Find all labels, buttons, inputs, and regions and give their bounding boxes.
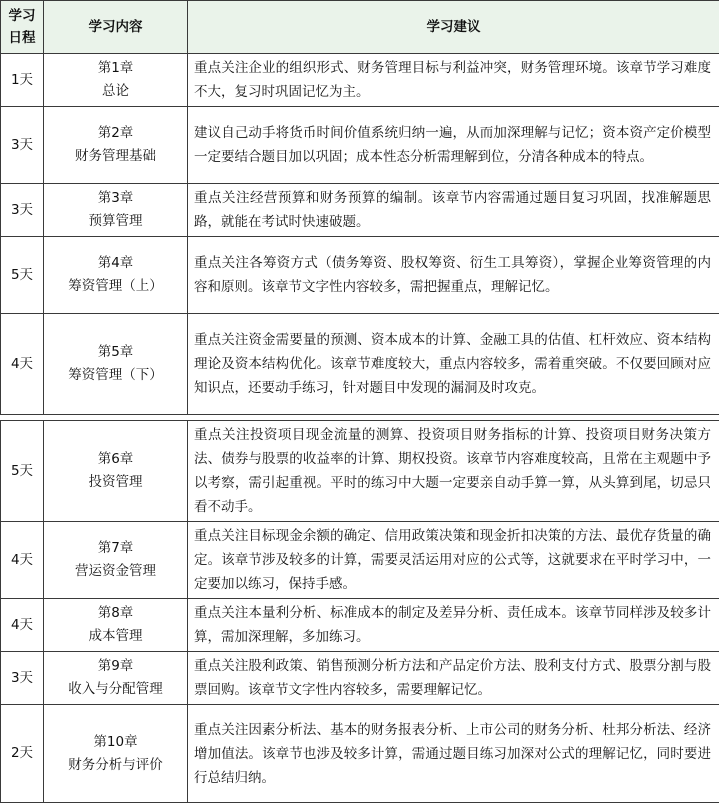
row-chapter [44, 54, 188, 107]
table-row [1, 54, 719, 107]
chapter-title: 筹资管理（上） [68, 278, 163, 294]
row-chapter [44, 599, 188, 652]
table-row [1, 522, 719, 599]
chapter-title: 收入与分配管理 [68, 681, 163, 697]
chapter-number: 第5章 [98, 344, 134, 360]
chapter-title: 总论 [102, 83, 129, 99]
row-advice: 建议自己动手将货币时间价值系统归纳一遍，从而加深理解与记忆；资本资产定价模型一定要结合题目加以巩固；成本性态分析需理解到位，分清各种成本的特点。 [188, 107, 719, 184]
chapter-title: 投资管理 [89, 474, 143, 490]
study-plan-table-part2 [0, 420, 719, 803]
table-row [1, 184, 719, 237]
row-days: 3天 [1, 184, 44, 237]
row-chapter [44, 652, 188, 705]
chapter-number: 第4章 [98, 255, 134, 271]
header-schedule [1, 1, 44, 54]
header-content: 学习内容 [44, 1, 188, 54]
chapter-number: 第2章 [98, 125, 134, 141]
table-row [1, 107, 719, 184]
row-advice: 重点关注股利政策、销售预测分析方法和产品定价方法、股利支付方式、股票分割与股票回购。该章节文字性内容较多，需要理解记忆。 [188, 652, 719, 705]
chapter-title: 预算管理 [89, 213, 143, 229]
table-row [1, 599, 719, 652]
chapter-title: 筹资管理（下） [68, 367, 163, 383]
chapter-number: 第1章 [98, 60, 134, 76]
row-days: 5天 [1, 421, 44, 522]
row-chapter [44, 705, 188, 803]
row-advice: 重点关注各筹资方式（债务筹资、股权筹资、衍生工具筹资），掌握企业筹资管理的内容和原则。该章节文字性内容较多，需把握重点，理解记忆。 [188, 237, 719, 314]
row-days: 4天 [1, 599, 44, 652]
row-advice: 重点关注资金需要量的预测、资本成本的计算、金融工具的估值、杠杆效应、资本结构理论及资本结构优化。该章节难度较大，重点内容较多，需着重突破。不仅要回顾对应知识点，还要动手练习，针对题目中发现的漏洞及时攻克。 [188, 314, 719, 415]
chapter-title: 营运资金管理 [75, 563, 156, 579]
chapter-title: 财务管理基础 [75, 148, 156, 164]
row-advice: 重点关注经营预算和财务预算的编制。该章节内容需通过题目复习巩固，找准解题思路，就能在考试时快速破题。 [188, 184, 719, 237]
table-row [1, 421, 719, 522]
chapter-number: 第8章 [98, 605, 134, 621]
chapter-number: 第9章 [98, 658, 134, 674]
header-schedule-line2: 日程 [9, 30, 36, 46]
row-days: 3天 [1, 652, 44, 705]
chapter-number: 第7章 [98, 540, 134, 556]
table-row [1, 705, 719, 803]
row-advice: 重点关注目标现金余额的确定、信用政策决策和现金折扣决策的方法、最优存货量的确定。该章节涉及较多的计算，需要灵活运用对应的公式等，这就要求在平时学习中，一定要加以练习，保持手感。 [188, 522, 719, 599]
row-chapter [44, 237, 188, 314]
chapter-number: 第3章 [98, 190, 134, 206]
row-days: 4天 [1, 522, 44, 599]
row-days: 1天 [1, 54, 44, 107]
chapter-number: 第10章 [93, 734, 137, 750]
row-days: 2天 [1, 705, 44, 803]
row-advice: 重点关注企业的组织形式、财务管理目标与利益冲突，财务管理环境。该章节学习难度不大，复习时巩固记忆为主。 [188, 54, 719, 107]
row-advice: 重点关注本量利分析、标准成本的制定及差异分析、责任成本。该章节同样涉及较多计算，需加深理解，多加练习。 [188, 599, 719, 652]
row-advice: 重点关注因素分析法、基本的财务报表分析、上市公司的财务分析、杜邦分析法、经济增加值法。该章节也涉及较多计算，需通过题目练习加深对公式的理解记忆，同时要进行总结归纳。 [188, 705, 719, 803]
row-chapter [44, 184, 188, 237]
header-schedule-line1: 学习 [9, 8, 36, 24]
chapter-title: 财务分析与评价 [68, 757, 163, 773]
table-row [1, 237, 719, 314]
chapter-title: 成本管理 [89, 628, 143, 644]
row-chapter [44, 314, 188, 415]
row-chapter [44, 107, 188, 184]
row-days: 3天 [1, 107, 44, 184]
table-row [1, 652, 719, 705]
row-days: 5天 [1, 237, 44, 314]
row-chapter [44, 421, 188, 522]
chapter-number: 第6章 [98, 451, 134, 467]
table-row [1, 314, 719, 415]
table-header-row [1, 1, 719, 54]
row-advice: 重点关注投资项目现金流量的测算、投资项目财务指标的计算、投资项目财务决策方法、债券与股票的收益率的计算、期权投资。该章节内容难度较高，且常在主观题中予以考察，需引起重视。平时的练习中大题一定要亲自动手算一算，从头算到尾，切忌只看不动手。 [188, 421, 719, 522]
header-advice: 学习建议 [188, 1, 719, 54]
row-days: 4天 [1, 314, 44, 415]
row-chapter [44, 522, 188, 599]
